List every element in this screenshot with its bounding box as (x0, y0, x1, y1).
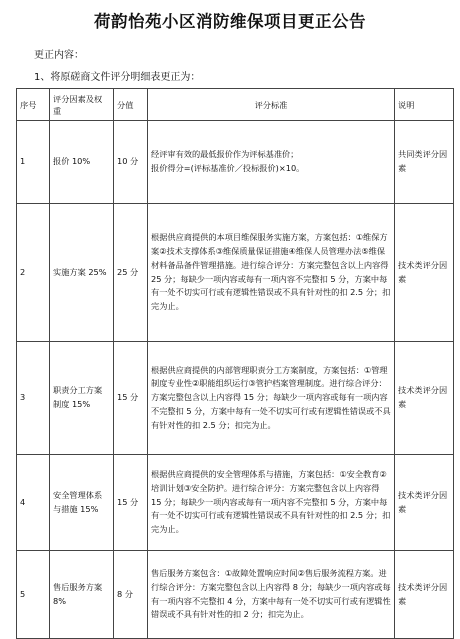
section-label: 更正内容： (34, 50, 84, 61)
scoring-table (16, 88, 454, 639)
row-score: 8 分 (114, 551, 148, 639)
row-score: 15 分 (114, 342, 148, 455)
table-row (17, 204, 454, 342)
row-score: 25 分 (114, 204, 148, 342)
header-criteria: 评分标准 (148, 89, 395, 121)
header-note: 说明 (395, 89, 454, 121)
row-factor: 职责分工方案制度 15% (50, 342, 114, 455)
row-note: 共同类评分因素 (395, 121, 454, 204)
row-seq: 4 (17, 455, 50, 551)
row-criteria: 根据供应商提供的安全管理体系与措施，方案包括：①安全教育②培训计划③安全防护。进行综合评分：方案完整包含以上内容得 15 分；每缺少一项内容或每有一项内容不完整扣 5 分，方案中每有一处不切实可行或有逻辑性错误或不具有针对性的扣 2.5 分；扣完为止。 (148, 455, 395, 551)
row-seq: 2 (17, 204, 50, 342)
row-factor: 实施方案 25% (50, 204, 114, 342)
row-factor: 报价 10% (50, 121, 114, 204)
row-factor: 售后服务方案 8% (50, 551, 114, 639)
header-score: 分值 (114, 89, 148, 121)
row-seq: 1 (17, 121, 50, 204)
table-row (17, 121, 454, 204)
table-row (17, 551, 454, 639)
row-note: 技术类评分因素 (395, 204, 454, 342)
header-seq: 序号 (17, 89, 50, 121)
header-factor: 评分因素及权重 (50, 89, 114, 121)
page-title: 荷韵怡苑小区消防维保项目更正公告 (94, 12, 366, 31)
row-seq: 3 (17, 342, 50, 455)
row-note: 技术类评分因素 (395, 455, 454, 551)
row-factor: 安全管理体系与措施 15% (50, 455, 114, 551)
item-line: 1、将原磋商文件评分明细表更正为： (34, 72, 201, 83)
row-score: 10 分 (114, 121, 148, 204)
row-note: 技术类评分因素 (395, 342, 454, 455)
row-seq: 5 (17, 551, 50, 639)
criteria-text: 经评审有效的最低报价作为评标基准价； 报价得分=(评标基准价／投标报价)×10。 (151, 149, 305, 173)
table-row (17, 342, 454, 455)
table-row (17, 455, 454, 551)
row-note: 技术类评分因素 (395, 551, 454, 639)
table-header-row (17, 89, 454, 121)
row-criteria: 根据供应商提供的内部管理职责分工方案制度，方案包括：①管理制度专业性②职能组织运行③管护档案管理制度。进行综合评分：方案完整包含以上内容得 15 分；每缺少一项内容或每有一项内容不完整扣 5 分，方案中每有一处不切实可行或有逻辑性错误或不具有针对性的扣 2.5 分；扣完为止。 (148, 342, 395, 455)
row-criteria: 售后服务方案包含：①故障处置响应时间②售后服务流程方案。进行综合评分：方案完整包含以上内容得 8 分；每缺少一项内容或每有一项内容不完整扣 4 分，方案中每有一处不切实可行或有逻辑性错误或不具有针对性的扣 2 分；扣完为止。 (148, 551, 395, 639)
row-score: 15 分 (114, 455, 148, 551)
row-criteria: 根据供应商提供的本项目维保服务实施方案，方案包括：①维保方案②技术支撑体系③维保质量保证措施④维保人员管理办法⑤维保材料备品备件管理措施。进行综合评分：方案完整包含以上内容得 25 分；每缺少一项内容或每有一项内容不完整扣 5 分，方案中每有一处不切实可行或有逻辑性错误或不具有针对性的扣 2.5 分；扣完为止。 (148, 204, 395, 342)
row-criteria (148, 121, 395, 204)
